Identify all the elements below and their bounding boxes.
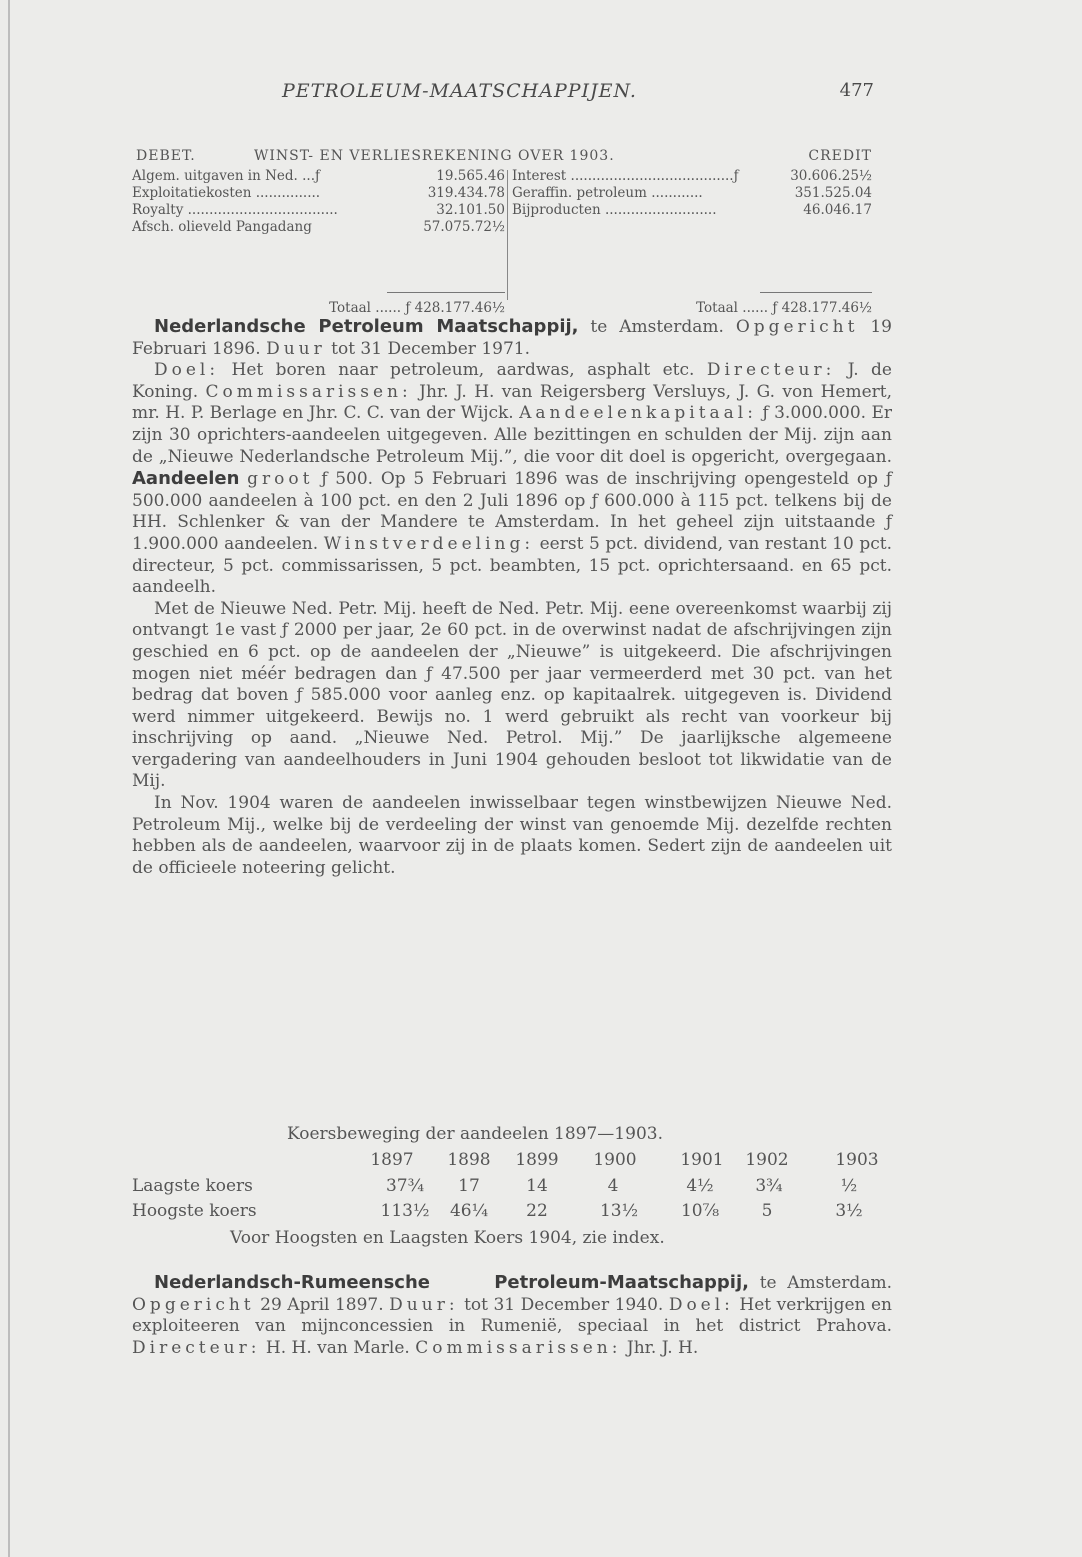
table-title: Koersbeweging der aandeelen 1897—1903. [287, 1124, 663, 1144]
label-duur: Duur: [389, 1294, 459, 1315]
label-groot: groot [247, 469, 314, 490]
entry-paragraph [132, 1272, 892, 1359]
debet-total-value: Totaal ...... ƒ 428.177.46½ [329, 300, 505, 316]
debet-column [132, 168, 505, 316]
label-winstverdeeling: Winstverdeeling: [323, 533, 535, 554]
label-aandeelenkapitaal: Aandeelenkapitaal: [519, 403, 757, 424]
year-header: 1901 [680, 1150, 724, 1170]
debet-row [132, 168, 505, 185]
row-label: Exploitatiekosten ............... [132, 185, 321, 201]
table-cell: 113½ [380, 1201, 430, 1221]
row-amount: 319.434.78 [427, 185, 505, 201]
year-header: 1898 [447, 1150, 491, 1170]
text: 29 April 1897. [254, 1294, 390, 1315]
account-header [132, 148, 872, 168]
account-columns [132, 168, 872, 316]
row-label: Interest ......................................ƒ [512, 168, 739, 184]
page-number: 477 [839, 80, 874, 101]
text: eerst 5 pct. dividend, van restant 10 pct. directeur, 5 pct. commissarissen, 5 pct. beambten, 15 pct. oprichtersaand. en 65 pct. aandeelh. [132, 533, 892, 598]
table-row [132, 1201, 892, 1223]
company-name-part2: Petroleum-Maatschappij, [494, 1272, 749, 1293]
label-opgericht: Opgericht [132, 1294, 255, 1315]
text: Het boren naar petroleum, aardwas, asphalt etc. [219, 360, 707, 381]
company-entry-nederlandsch-rumeensche [132, 1272, 892, 1359]
label-directeur: Directeur: [132, 1337, 261, 1358]
column-divider [507, 170, 508, 300]
profit-loss-account [132, 148, 872, 316]
label-aandeelen: Aandeelen [132, 468, 240, 490]
company-name: Nederlandsche Petroleum Maatschappij, [154, 316, 579, 337]
entry-paragraph [132, 316, 892, 360]
text: te Amsterdam. [578, 317, 736, 337]
table-header-row [132, 1150, 892, 1172]
text: J. de Koning. [132, 360, 892, 402]
total-rule [387, 292, 505, 293]
text: Het verkrijgen en exploiteeren van mijnconcessien in Rumenië, speciaal in het district Prahova. [132, 1294, 892, 1337]
company-entry-nederlandsche-petroleum [132, 316, 892, 879]
row-amount: 30.606.25½ [790, 168, 872, 184]
table-cell: 4½ [686, 1176, 714, 1196]
text: tot 31 December 1940. [458, 1294, 669, 1315]
table-cell: 17 [458, 1176, 480, 1196]
table-cell: 5 [761, 1201, 773, 1221]
label-commissarissen: Commissarissen: [415, 1337, 622, 1358]
table-cell: 37¾ [385, 1176, 425, 1196]
year-header: 1902 [745, 1150, 789, 1170]
text: tot 31 December 1971. [325, 338, 530, 359]
entry-paragraph: In Nov. 1904 waren de aandeelen inwisselbaar tegen winstbewijzen Nieuwe Ned. Petroleum Mij., welke bij de verdeeling der winst van genoemde Mij. dezelfde rechten hebben als de aandeelen, waarvoor zij in de plaats komen. Sedert zijn de aandeelen uit de officieele noteering gelicht. [132, 793, 892, 878]
table-cell: 46¼ [449, 1201, 489, 1221]
row-amount: 19.565.46 [436, 168, 505, 184]
text: H. H. van Marle. [260, 1337, 416, 1358]
table-cell: 13½ [599, 1201, 639, 1221]
row-label: Laagste koers [132, 1176, 253, 1196]
table-cell: 14 [526, 1176, 548, 1196]
label-doel: Doel: [154, 360, 220, 381]
row-amount: 351.525.04 [794, 185, 872, 201]
row-label: Bijproducten .......................... [512, 202, 717, 218]
table-cell: 22 [526, 1201, 548, 1221]
row-label: Royalty ................................... [132, 202, 338, 218]
label-doel: Doel: [668, 1294, 734, 1315]
debet-row [132, 202, 505, 219]
page-gutter-line [8, 0, 10, 1557]
row-label: Afsch. olieveld Pangadang [132, 219, 312, 235]
text: ƒ 3.000.000. Er zijn 30 oprichters-aandeelen uitgegeven. Alle bezittingen en schulden der Mij. zijn aan de „Nieuwe Nederlandsche Petroleum Mij.”, die voor dit doel is opgericht, overgegaan. [132, 403, 892, 467]
debet-row [132, 185, 505, 202]
credit-column [512, 168, 872, 316]
text: ƒ 500. Op 5 Februari 1896 was de inschrijving opengesteld op ƒ 500.000 aandeelen à 100 pct. en den 2 Juli 1896 op ƒ 600.000 à 115 pct. telkens bij de HH. Schlenker & van der Mandere te Amsterdam. In het geheel zijn uitstaande ƒ 1.900.000 aandeelen. [132, 469, 893, 554]
row-label: Algem. uitgaven in Ned. ...ƒ [132, 168, 321, 184]
table-cell: ½ [840, 1176, 858, 1196]
entry-paragraph: Met de Nieuwe Ned. Petr. Mij. heeft de Ned. Petr. Mij. eene overeenkomst waarbij zij ontvangt 1e vast ƒ 2000 per jaar, 2e 60 pct. in de overwinst nadat de afschrijvingen zijn geschied en 6 pct. op de aandeelen der „Nieuwe” is uitgekeerd. Die afschrijvingen mogen niet méér bedragen dan ƒ 47.500 per jaar vermeerderd met 30 pct. van het bedrag dat boven ƒ 585.000 voor aanleg enz. op kapitaalrek. uitgegeven is. Dividend werd nimmer uitgekeerd. Bewijs no. 1 werd gebruikt als recht van voorkeur bij inschrijving op aand. „Nieuwe Ned. Petrol. Mij.” De jaarlijksche algemeene vergadering van aandeelhouders in Juni 1904 gehouden besloot tot likwidatie van de Mij. [132, 598, 892, 792]
credit-row [512, 185, 872, 202]
row-label: Geraffin. petroleum ............ [512, 185, 703, 201]
debet-row [132, 219, 505, 236]
label-commissarissen: Commissarissen: [205, 381, 412, 402]
label-directeur: Directeur: [706, 360, 836, 381]
credit-label: CREDIT [808, 148, 872, 164]
row-label: Hoogste koers [132, 1201, 257, 1221]
year-header: 1903 [835, 1150, 879, 1170]
company-name-part1: Nederlandsch-Rumeensche [154, 1272, 430, 1293]
table-cell: 3¾ [755, 1176, 783, 1196]
year-header: 1899 [515, 1150, 559, 1170]
table-cell: 3½ [835, 1201, 863, 1221]
entry-paragraph [132, 360, 892, 599]
table-note: Voor Hoogsten en Laagsten Koers 1904, zie index. [230, 1228, 665, 1248]
credit-row [512, 168, 872, 185]
text: Jhr. J. H. van Reigersberg Versluys, J. G. von Hemert, mr. H. P. Berlage en Jhr. C. C. van der Wijck. [132, 381, 892, 424]
label-duur: Duur [266, 338, 326, 359]
text: Jhr. J. H. [621, 1337, 699, 1358]
account-title: WINST- EN VERLIESREKENING OVER 1903. [254, 148, 615, 164]
total-rule [760, 292, 872, 293]
credit-total-value: Totaal ...... ƒ 428.177.46½ [696, 300, 872, 316]
row-amount: 46.046.17 [803, 202, 872, 218]
table-row [132, 1176, 892, 1198]
debet-label: DEBET. [136, 148, 196, 164]
table-cell: 4 [607, 1176, 619, 1196]
year-header: 1900 [593, 1150, 637, 1170]
running-title: PETROLEUM-MAATSCHAPPIJEN. [282, 80, 637, 102]
credit-row [512, 202, 872, 219]
year-header: 1897 [370, 1150, 414, 1170]
row-amount: 32.101.50 [436, 202, 505, 218]
label-opgericht: Opgericht [735, 317, 859, 337]
row-amount: 57.075.72½ [423, 219, 505, 235]
running-head [132, 80, 892, 104]
text: te Amsterdam. [749, 1273, 892, 1293]
text: 19 Februari 1896. [132, 317, 892, 359]
table-cell: 10⅞ [680, 1201, 720, 1221]
